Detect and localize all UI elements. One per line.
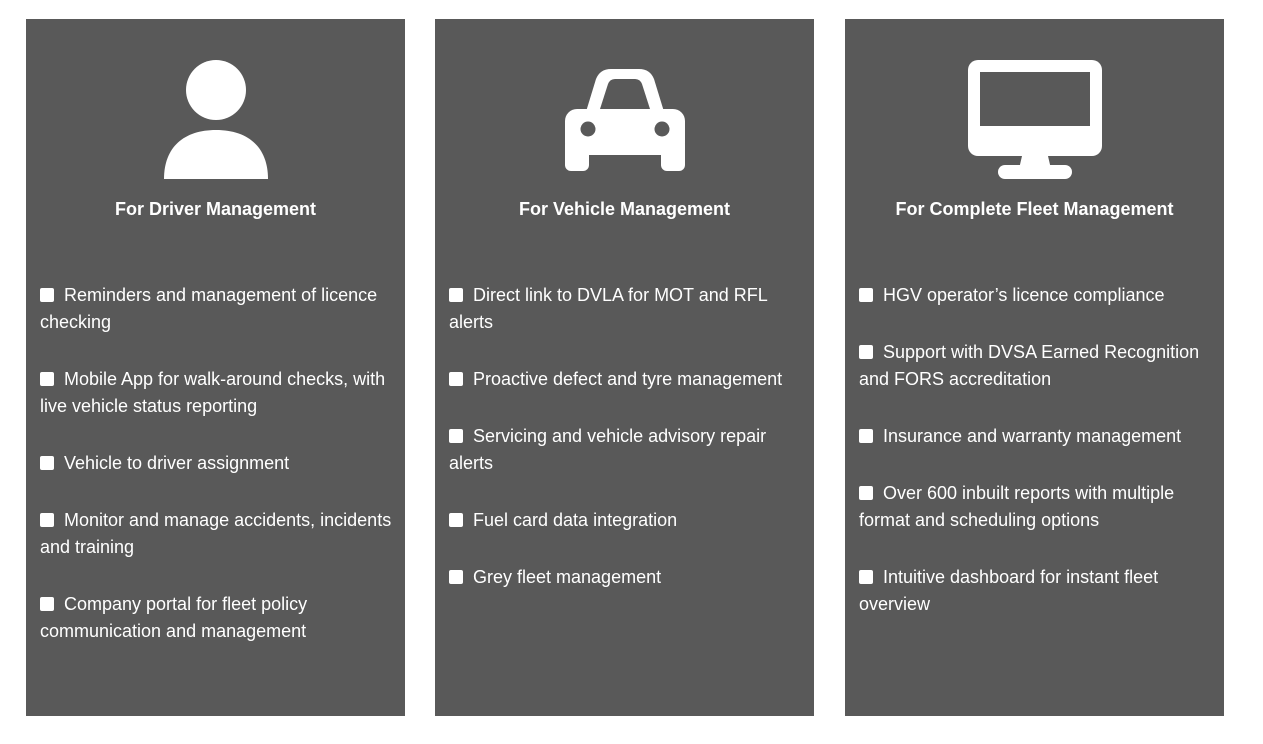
driver-management-card xyxy=(26,19,405,716)
list-item xyxy=(859,282,1212,309)
feature-list xyxy=(859,282,1212,648)
list-item-label: Direct link to DVLA for MOT and RFL alerts xyxy=(449,285,768,332)
checkbox[interactable] xyxy=(40,513,54,527)
person-icon xyxy=(146,59,286,181)
feature-list xyxy=(40,282,393,675)
list-item-label: Intuitive dashboard for instant fleet overview xyxy=(859,567,1159,614)
checkbox[interactable] xyxy=(859,345,873,359)
list-item-label: Over 600 inbuilt reports with multiple format and scheduling options xyxy=(859,483,1175,530)
card-title: For Vehicle Management xyxy=(518,199,731,219)
list-item-label: Insurance and warranty management xyxy=(883,426,1182,446)
checkbox[interactable] xyxy=(449,570,463,584)
list-item xyxy=(40,450,393,477)
list-item-label: Company portal for fleet policy communication and management xyxy=(40,594,308,641)
checkbox[interactable] xyxy=(40,288,54,302)
checkbox[interactable] xyxy=(40,597,54,611)
list-item xyxy=(859,480,1212,534)
card-title: For Driver Management xyxy=(114,199,317,219)
list-item-label: HGV operator’s licence compliance xyxy=(883,285,1165,305)
list-item xyxy=(859,564,1212,618)
monitor-icon xyxy=(965,59,1105,181)
car-icon xyxy=(555,59,695,181)
checkbox[interactable] xyxy=(40,456,54,470)
list-item xyxy=(859,339,1212,393)
checkbox[interactable] xyxy=(449,429,463,443)
list-item xyxy=(449,366,802,393)
checkbox[interactable] xyxy=(449,513,463,527)
list-item xyxy=(40,507,393,561)
card-title: For Complete Fleet Management xyxy=(895,199,1174,219)
list-item xyxy=(40,366,393,420)
checkbox[interactable] xyxy=(449,372,463,386)
list-item-label: Fuel card data integration xyxy=(473,510,678,530)
list-item-label: Servicing and vehicle advisory repair alerts xyxy=(449,426,767,473)
fleet-management-card xyxy=(845,19,1224,716)
feature-list xyxy=(449,282,802,621)
list-item xyxy=(449,564,802,591)
checkbox[interactable] xyxy=(859,288,873,302)
list-item-label: Proactive defect and tyre management xyxy=(473,369,783,389)
vehicle-management-card xyxy=(435,19,814,716)
checkbox[interactable] xyxy=(859,486,873,500)
checkbox[interactable] xyxy=(40,372,54,386)
list-item-label: Reminders and management of licence checking xyxy=(40,285,378,332)
list-item xyxy=(449,507,802,534)
checkbox[interactable] xyxy=(449,288,463,302)
list-item-label: Support with DVSA Earned Recognition and FORS accreditation xyxy=(859,342,1200,389)
list-item xyxy=(40,282,393,336)
list-item xyxy=(40,591,393,645)
list-item-label: Monitor and manage accidents, incidents and training xyxy=(40,510,392,557)
checkbox[interactable] xyxy=(859,570,873,584)
list-item-label: Vehicle to driver assignment xyxy=(64,453,290,473)
list-item-label: Grey fleet management xyxy=(473,567,662,587)
checkbox[interactable] xyxy=(859,429,873,443)
list-item xyxy=(449,282,802,336)
list-item xyxy=(449,423,802,477)
list-item-label: Mobile App for walk-around checks, with live vehicle status reporting xyxy=(40,369,386,416)
list-item xyxy=(859,423,1212,450)
